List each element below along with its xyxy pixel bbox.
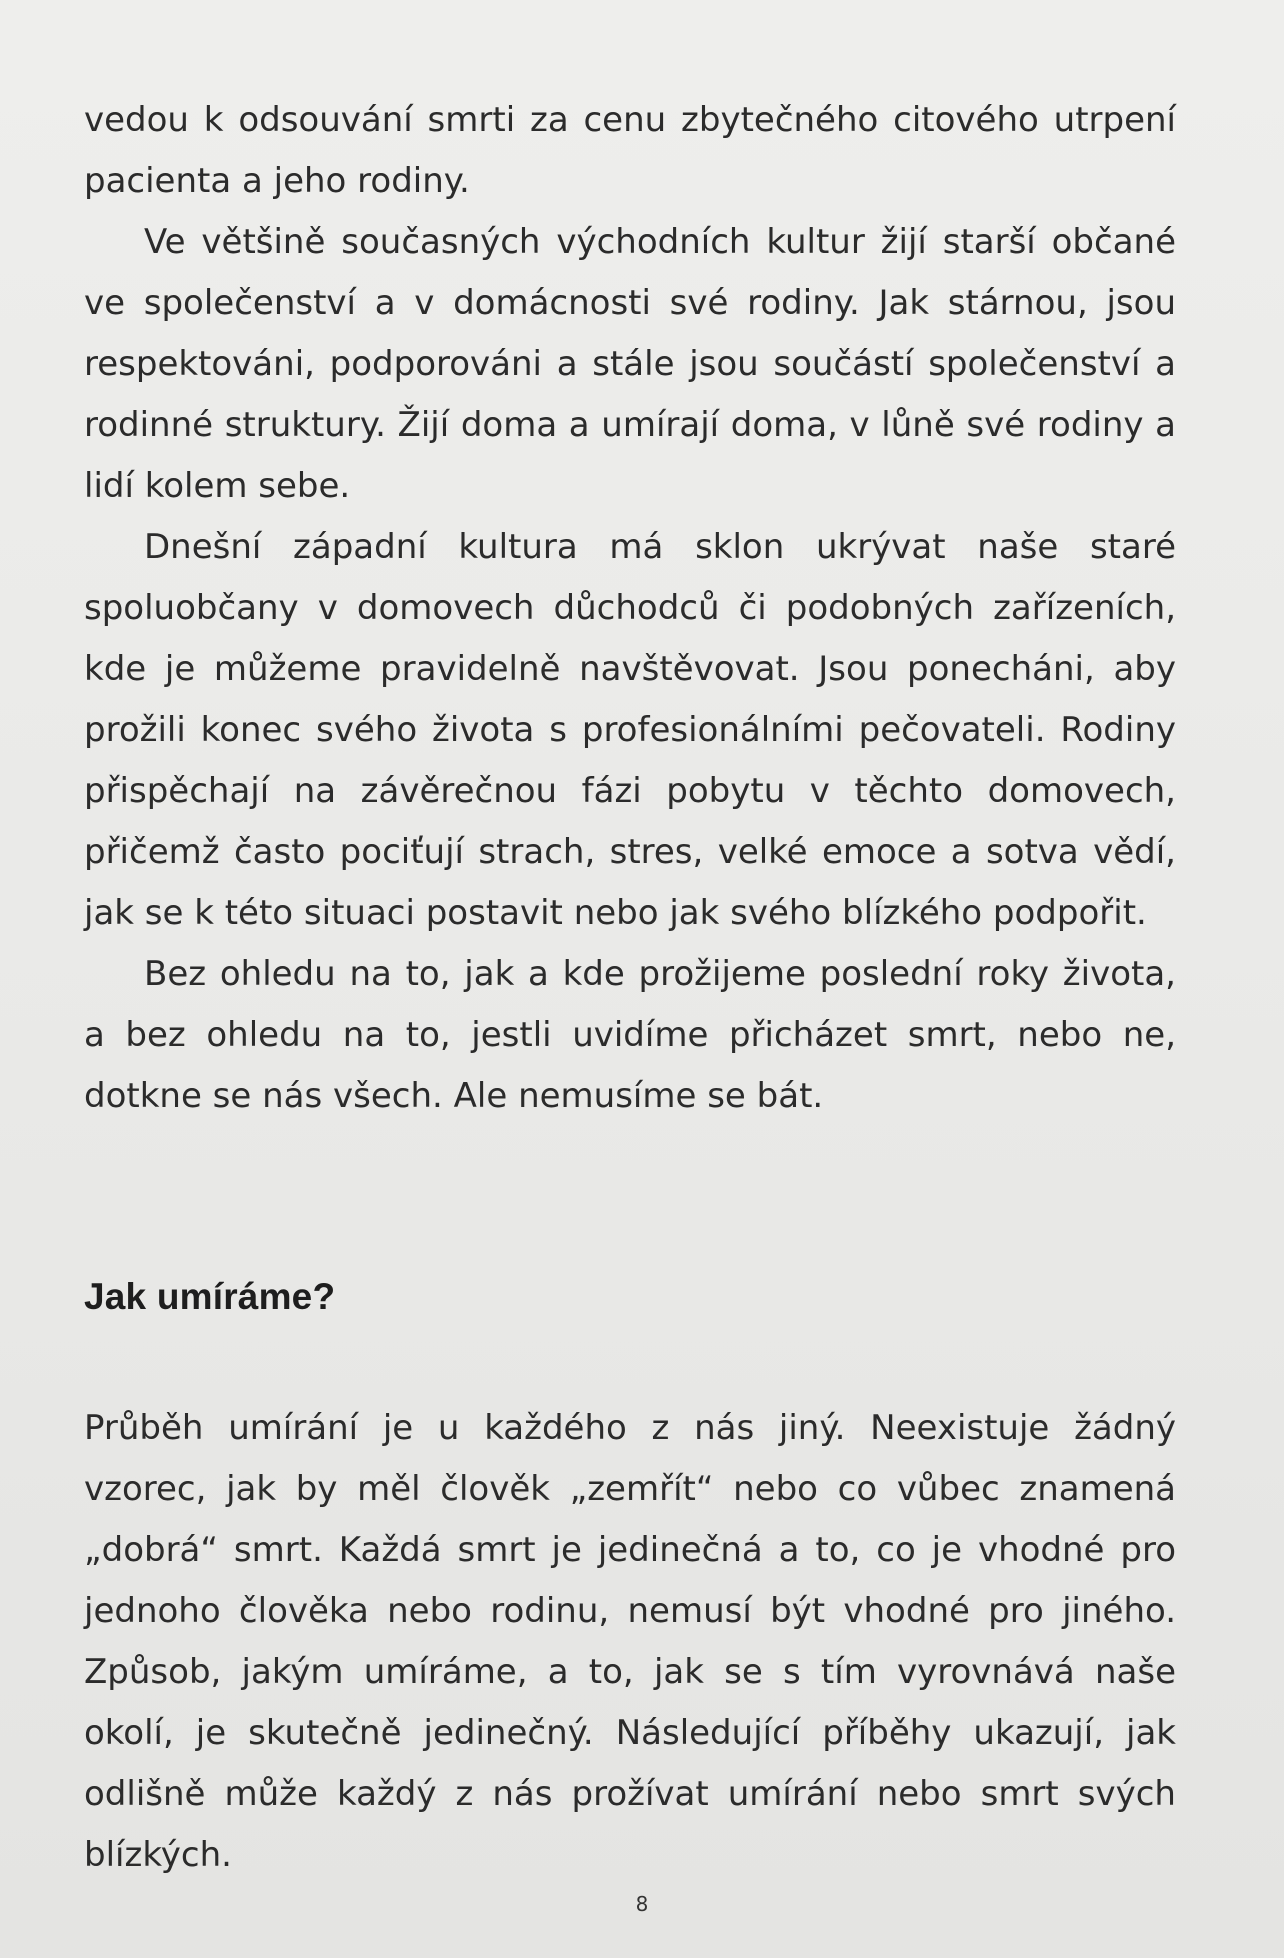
paragraph-western-culture: Dnešní západní kultura má sklon ukrývat naše staré spoluobčany v domovech důchodců či podobných zařízeních, kde je můžeme pravidelně navštěvovat. Jsou ponecháni, aby prožili konec svého života s profesionálními pečovateli. Rodiny přispěchají na závěrečnou fázi pobytu v těchto domovech, přičemž často pociťují strach, stres, velké emoce a sotva vědí, jak se k této situaci postavit nebo jak svého blízkého podpořit. <box>84 527 1176 933</box>
paragraph-dying-process: Průběh umírání je u každého z nás jiný. Neexistuje žádný vzorec, jak by měl člověk „zemřít“ nebo co vůbec znamená „dobrá“ smrt. Každá smrt je jedinečná a to, co je vhodné pro jednoho člověka nebo rodinu, nemusí být vhodné pro jiného. Způsob, jakým umíráme, a to, jak se s tím vyrovnává naše okolí, je skutečně jedinečný. Následující příběhy ukazují, jak odlišně může každý z nás prožívat umírání nebo smrt svých blízkých. <box>84 1408 1176 1875</box>
paragraph-continuation: vedou k odsouvání smrti za cenu zbytečného citového utrpení pacienta a jeho rodiny. <box>84 100 1176 201</box>
body-text-section-intro <box>84 90 1176 1127</box>
paragraph-eastern-cultures: Ve většině současných východních kultur žijí starší občané ve společenství a v domácnosti své rodiny. Jak stárnou, jsou respektováni, podporováni a stále jsou součástí společenství a rodinné struktury. Žijí doma a umírají doma, v lůně své rodiny a lidí kolem sebe. <box>84 222 1176 506</box>
body-text-section-dying <box>84 1398 1176 1886</box>
paragraph-no-fear: Bez ohledu na to, jak a kde prožijeme poslední roky života, a bez ohledu na to, jestli uvidíme přicházet smrt, nebo ne, dotkne se nás všech. Ale nemusíme se bát. <box>84 954 1176 1116</box>
page-number: 8 <box>635 1892 649 1916</box>
section-heading: Jak umíráme? <box>84 1276 336 1317</box>
